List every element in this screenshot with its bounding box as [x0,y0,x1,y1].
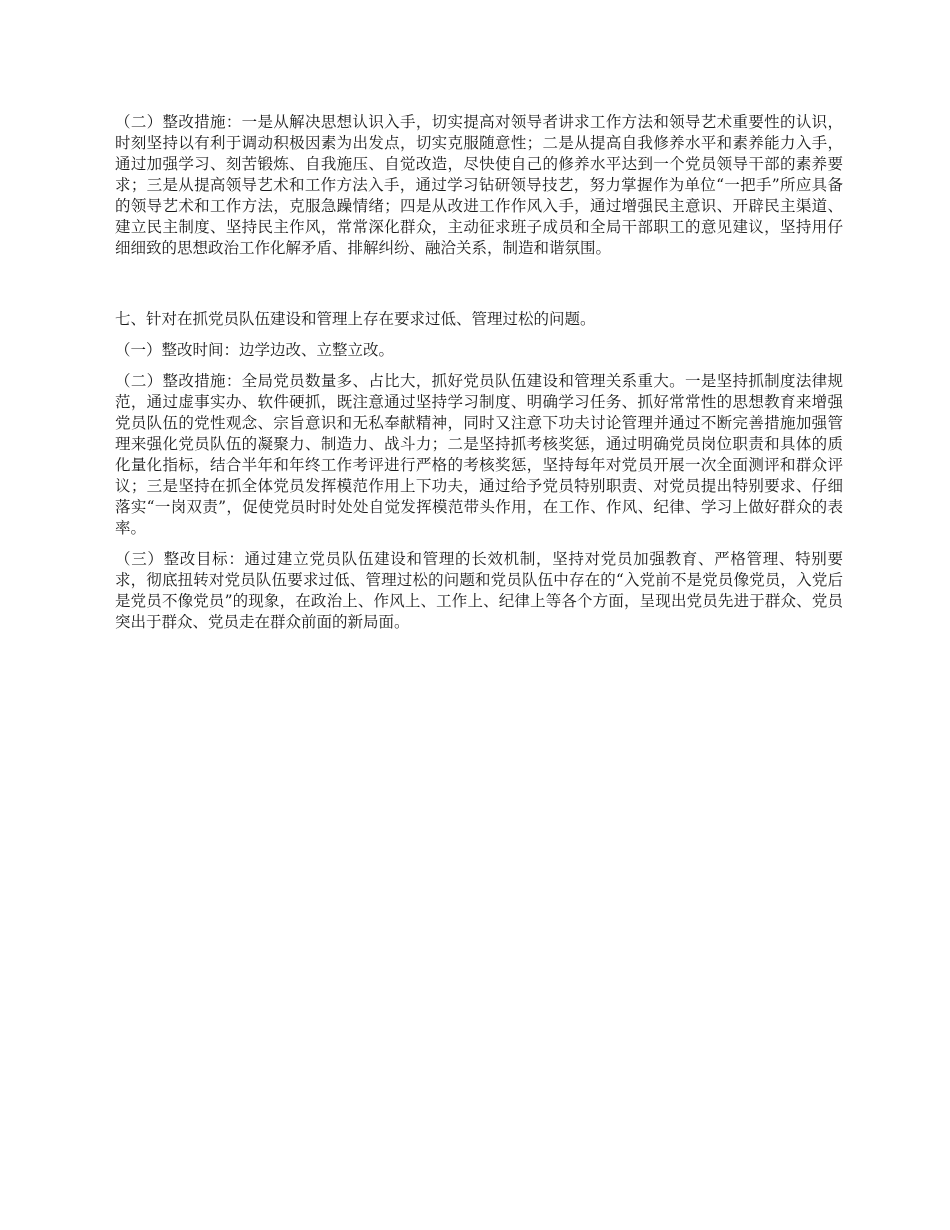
section-7-heading: 七、针对在抓党员队伍建设和管理上存在要求过低、管理过松的问题。 [115,310,596,328]
document-page [115,112,843,643]
paragraph-prev-measures: （二）整改措施：一是从解决思想认识入手，切实提高对领导者讲求工作方法和领导艺术重要性的认识，时刻坚持以有利于调动积极因素为出发点，切实克服随意性；二是从提高自我修养水平和素养能力入手，通过加强学习、刻苦锻炼、自我施压、自觉改造，尽快使自己的修养水平达到一个党员领导干部的素养要求；三是从提高领导艺术和工作方法入手，通过学习钻研领导技艺，努力掌握作为单位“一把手”所应具备的领导艺术和工作方法，克服急躁情绪；四是从改进工作作风入手，通过增强民主意识、开辟民主渠道、建立民主制度、坚持民主作风，常常深化群众，主动征求班子成员和全局干部职工的意见建议，坚持用仔细细致的思想政治工作化解矛盾、排解纠纷、融洽关系，制造和谐氛围。 [115,113,843,257]
section-7-measures: （二）整改措施：全局党员数量多、占比大，抓好党员队伍建设和管理关系重大。一是坚持抓制度法律规范，通过虚事实办、软件硬抓，既注意通过坚持学习制度、明确学习任务、抓好常常性的思想教育来增强党员队伍的党性观念、宗旨意识和无私奉献精神，同时又注意下功夫讨论管理并通过不断完善措施加强管理来强化党员队伍的凝聚力、制造力、战斗力；二是坚持抓考核奖惩，通过明确党员岗位职责和具体的质化量化指标，结合半年和年终工作考评进行严格的考核奖惩，坚持每年对党员开展一次全面测评和群众评议；三是坚持在抓全体党员发挥模范作用上下功夫，通过给予党员特别职责、对党员提出特别要求、仔细落实“一岗双责”，促使党员时时处处自觉发挥模范带头作用，在工作、作风、纪律、学习上做好群众的表率。 [115,372,843,537]
section-7-time: （一）整改时间：边学边改、立整立改。 [115,341,395,359]
section-spacer [115,269,843,309]
section-7-goal: （三）整改目标：通过建立党员队伍建设和管理的长效机制，坚持对党员加强教育、严格管理、特别要求，彻底扭转对党员队伍要求过低、管理过松的问题和党员队伍中存在的“入党前不是党员像党员，入党后是党员不像党员”的现象，在政治上、作风上、工作上、纪律上等各个方面，呈现出党员先进于群众、党员突出于群众、党员走在群众前面的新局面。 [115,550,843,631]
